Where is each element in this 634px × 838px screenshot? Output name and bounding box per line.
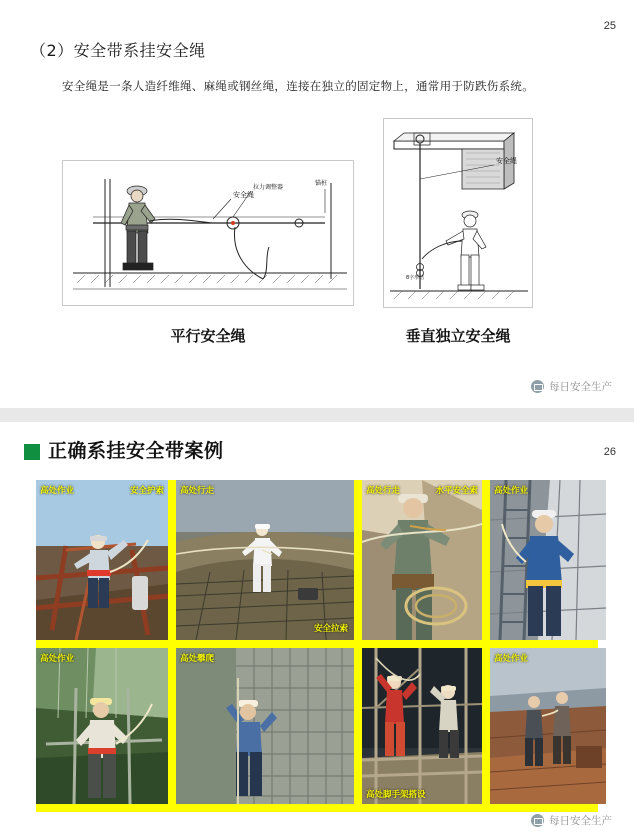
photo-cell-8 [490, 648, 606, 804]
photo-8-image [490, 648, 606, 804]
photo-cell-5 [36, 648, 168, 804]
watermark-text: 每日安全生产 [549, 381, 612, 393]
watermark-logo-icon [531, 814, 544, 827]
svg-text:安全绳: 安全绳 [496, 157, 517, 165]
photo-3-label-2: 水平安全索 [435, 486, 478, 496]
figure-caption-vertical: 垂直独立安全绳 [405, 327, 511, 345]
photo-cell-2 [176, 480, 354, 640]
photo-1-image [36, 480, 168, 640]
slide-26-heading: 正确系挂安全带案例 [48, 440, 224, 462]
photo-4-image [490, 480, 606, 640]
photo-grid [36, 480, 598, 812]
slide-25-body-text: 安全绳是一条人造纤维绳、麻绳或钢丝绳，连接在独立的固定物上，通常用于防跌伤系统。 [62, 79, 534, 93]
vertical-lifeline-drawing [384, 119, 533, 308]
slide-25-page-number: 25 [603, 20, 616, 32]
slide-25 [0, 0, 634, 408]
svg-text:8字形结: 8字形结 [406, 275, 425, 281]
photo-1-label-2: 安全护索 [129, 486, 164, 496]
photo-2-image [176, 480, 354, 640]
svg-text:锚桩: 锚桩 [315, 180, 328, 187]
svg-text:拉力调整器: 拉力调整器 [253, 184, 284, 191]
slide-26 [0, 422, 634, 838]
watermark-logo-icon [531, 380, 544, 393]
photo-2-label-1: 高处行走 [180, 486, 215, 496]
slide-divider [0, 408, 634, 422]
photo-6-image [176, 648, 354, 804]
heading-bullet-icon [24, 444, 40, 460]
photo-cell-3 [362, 480, 482, 640]
watermark-slide-26 [531, 813, 612, 828]
photo-cell-4 [490, 480, 606, 640]
photo-5-image [36, 648, 168, 804]
photo-7-label-1: 高处脚手架搭设 [366, 790, 426, 800]
photo-6-label-1: 高处攀爬 [180, 654, 215, 664]
figure-parallel-lifeline [62, 160, 354, 306]
photo-cell-1 [36, 480, 168, 640]
figure-vertical-lifeline [383, 118, 533, 308]
photo-cell-7 [362, 648, 482, 804]
figure-caption-parallel: 平行安全绳 [170, 327, 246, 345]
svg-text:安全绳: 安全绳 [233, 191, 254, 199]
slide-26-page-number: 26 [603, 446, 616, 458]
photo-3-image [362, 480, 482, 640]
photo-2-label-2: 安全拉索 [313, 624, 348, 634]
photo-8-label-1: 高处作业 [494, 654, 529, 664]
parallel-lifeline-drawing [63, 161, 354, 306]
watermark-slide-25 [531, 379, 612, 394]
photo-7-image [362, 648, 482, 804]
photo-5-label-1: 高处作业 [40, 654, 75, 664]
photo-3-label-1: 高处行走 [366, 486, 401, 496]
photo-1-label-1: 高处作业 [40, 486, 75, 496]
photo-4-label-1: 高处作业 [494, 486, 529, 496]
photo-cell-6 [176, 648, 354, 804]
watermark-text: 每日安全生产 [549, 815, 612, 827]
slide-25-title: （2）安全带系挂安全绳 [30, 41, 206, 60]
